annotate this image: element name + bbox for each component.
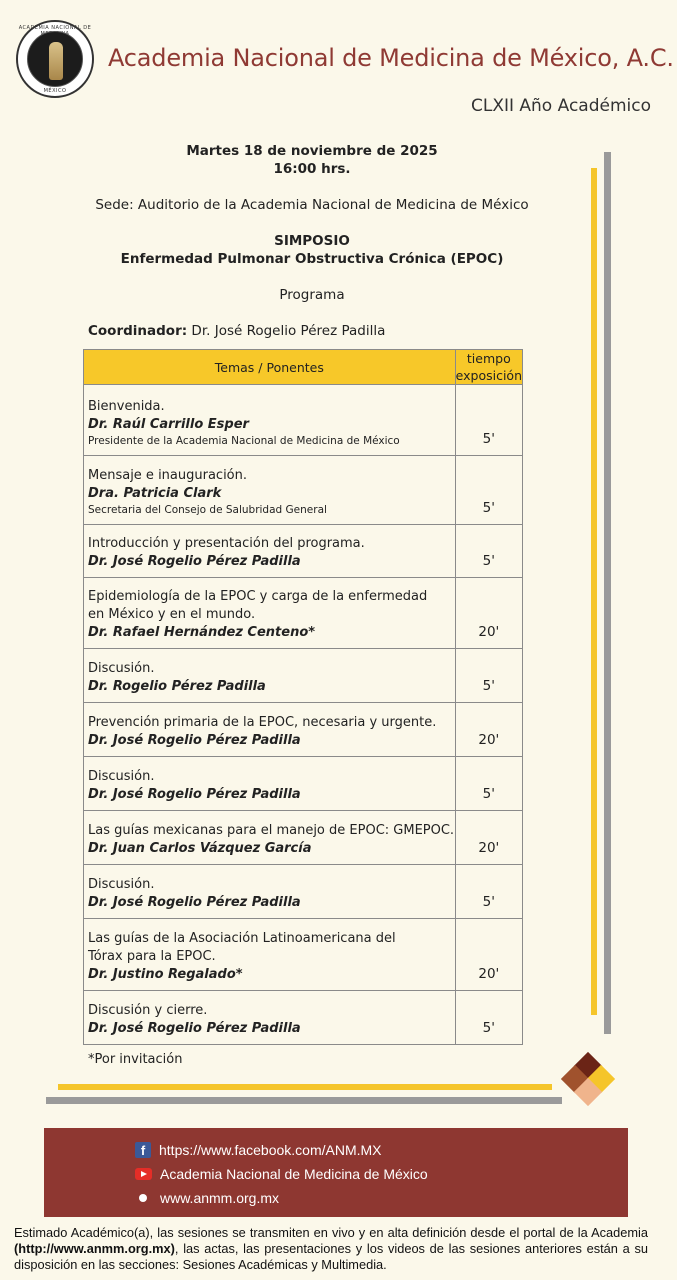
table-row: [84, 525, 523, 578]
table-row: [84, 385, 523, 456]
footer-text-1: Estimado Académico(a), las sesiones se transmiten en vivo y en alta definición desde el portal de la Academia: [14, 1225, 648, 1240]
gray-vertical-bar: [604, 152, 611, 1034]
table-row: [84, 991, 523, 1045]
table-row: [84, 703, 523, 757]
topic-cell: [84, 649, 456, 703]
table-row: [84, 649, 523, 703]
speaker-name: Dr. Justino Regalado*: [88, 967, 243, 982]
table-row: [84, 919, 523, 991]
program-table: [83, 349, 523, 1045]
yellow-horizontal-bar: [58, 1084, 552, 1090]
time-cell: 5': [455, 865, 522, 919]
yellow-vertical-bar: [591, 168, 597, 1015]
time-cell: 5': [455, 456, 522, 525]
event-type: SIMPOSIO: [274, 233, 350, 249]
event-time: 16:00 hrs.: [273, 161, 351, 177]
topic-text: Introducción y presentación del programa.: [88, 536, 365, 551]
dot-icon: [139, 1194, 147, 1202]
footer-link[interactable]: (http://www.anmm.org.mx): [14, 1241, 175, 1256]
academy-seal-logo: [16, 20, 94, 98]
topic-cell: [84, 703, 456, 757]
table-row: [84, 757, 523, 811]
topic-cell: [84, 865, 456, 919]
header-time-line-1: tiempo: [466, 351, 511, 366]
topic-cell: [84, 811, 456, 865]
table-row: [84, 456, 523, 525]
header-time: [455, 350, 522, 385]
topic-text: Las guías de la Asociación Latinoamericana del: [88, 931, 396, 946]
event-date: Martes 18 de noviembre de 2025: [186, 143, 438, 159]
time-cell: 20': [455, 703, 522, 757]
topic-cell: [84, 919, 456, 991]
seal-text-bottom: MÉXICO: [43, 88, 67, 94]
topic-cell: [84, 991, 456, 1045]
speaker-name: Dr. José Rogelio Pérez Padilla: [88, 733, 301, 748]
speaker-name: Dr. Rogelio Pérez Padilla: [88, 679, 266, 694]
event-name: Enfermedad Pulmonar Obstructiva Crónica (EPOC): [120, 251, 504, 267]
speaker-name: Dr. Raúl Carrillo Esper: [88, 417, 249, 432]
topic-text-2: Tórax para la EPOC.: [88, 949, 216, 964]
statue-icon: [49, 42, 63, 80]
topic-cell: [84, 757, 456, 811]
header-topics: Temas / Ponentes: [84, 350, 456, 385]
youtube-link[interactable]: [135, 1166, 428, 1182]
academic-year: CLXII Año Académico: [470, 96, 651, 116]
seal-inner: [27, 31, 83, 87]
topic-text: Bienvenida.: [88, 399, 165, 414]
table-row: [84, 811, 523, 865]
website-link[interactable]: [135, 1190, 279, 1206]
speaker-name: Dr. José Rogelio Pérez Padilla: [88, 787, 301, 802]
footer-text-2: , las actas, las presentaciones y los videos de las sesiones anteriores están a su disposición en las secciones: Sesiones Académicas y Multimedia.: [14, 1241, 648, 1272]
topic-text-2: en México y en el mundo.: [88, 607, 256, 622]
youtube-icon: [135, 1168, 152, 1180]
speaker-name: Dr. Juan Carlos Vázquez García: [88, 841, 312, 856]
topic-cell: [84, 385, 456, 456]
website-url[interactable]: www.anmm.org.mx: [160, 1190, 280, 1206]
topic-text: Discusión y cierre.: [88, 1003, 208, 1018]
topic-text: Las guías mexicanas para el manejo de EPOC: GMEPOC.: [88, 823, 455, 838]
speaker-role: Presidente de la Academia Nacional de Medicina de México: [88, 435, 400, 447]
speaker-name: Dr. José Rogelio Pérez Padilla: [88, 554, 301, 569]
table-row: [84, 865, 523, 919]
speaker-name: Dr. José Rogelio Pérez Padilla: [88, 1021, 301, 1036]
time-cell: 20': [455, 578, 522, 649]
facebook-url[interactable]: https://www.facebook.com/ANM.MX: [159, 1142, 382, 1158]
speaker-name: Dr. José Rogelio Pérez Padilla: [88, 895, 301, 910]
topic-text: Discusión.: [88, 661, 155, 676]
coordinator-name: Dr. José Rogelio Pérez Padilla: [191, 323, 386, 339]
social-links-box: [44, 1128, 628, 1217]
coordinator-label: Coordinador:: [88, 323, 188, 339]
time-cell: 5': [455, 649, 522, 703]
time-cell: 20': [455, 919, 522, 991]
speaker-role: Secretaria del Consejo de Salubridad General: [88, 504, 327, 516]
invitation-note: *Por invitación: [88, 1052, 183, 1067]
topic-text: Discusión.: [88, 769, 155, 784]
facebook-icon: f: [135, 1142, 151, 1158]
topic-cell: [84, 525, 456, 578]
event-venue: Sede: Auditorio de la Academia Nacional de Medicina de México: [95, 197, 529, 213]
coordinator: [88, 323, 385, 339]
table-header-row: [84, 350, 523, 385]
footer-text: [14, 1225, 648, 1273]
topic-cell: [84, 578, 456, 649]
topic-text: Mensaje e inauguración.: [88, 468, 248, 483]
topic-text: Epidemiología de la EPOC y carga de la enfermedad: [88, 589, 428, 604]
speaker-name: Dra. Patricia Clark: [88, 486, 222, 501]
speaker-name: Dr. Rafael Hernández Centeno*: [88, 625, 316, 640]
page-title: Academia Nacional de Medicina de México, A.C.: [108, 44, 674, 72]
table-row: [84, 578, 523, 649]
topic-text: Discusión.: [88, 877, 155, 892]
topic-text: Prevención primaria de la EPOC, necesaria y urgente.: [88, 715, 437, 730]
facebook-link[interactable]: [135, 1142, 382, 1158]
topic-cell: [84, 456, 456, 525]
youtube-channel[interactable]: Academia Nacional de Medicina de México: [160, 1166, 428, 1182]
header-time-line-2: exposición: [455, 368, 522, 383]
seal-text-top: ACADEMIA NACIONAL DE: [18, 25, 92, 31]
time-cell: 5': [455, 525, 522, 578]
time-cell: 5': [455, 385, 522, 456]
time-cell: 5': [455, 991, 522, 1045]
program-label: Programa: [279, 287, 345, 303]
gray-horizontal-bar: [46, 1097, 562, 1104]
time-cell: 5': [455, 757, 522, 811]
time-cell: 20': [455, 811, 522, 865]
